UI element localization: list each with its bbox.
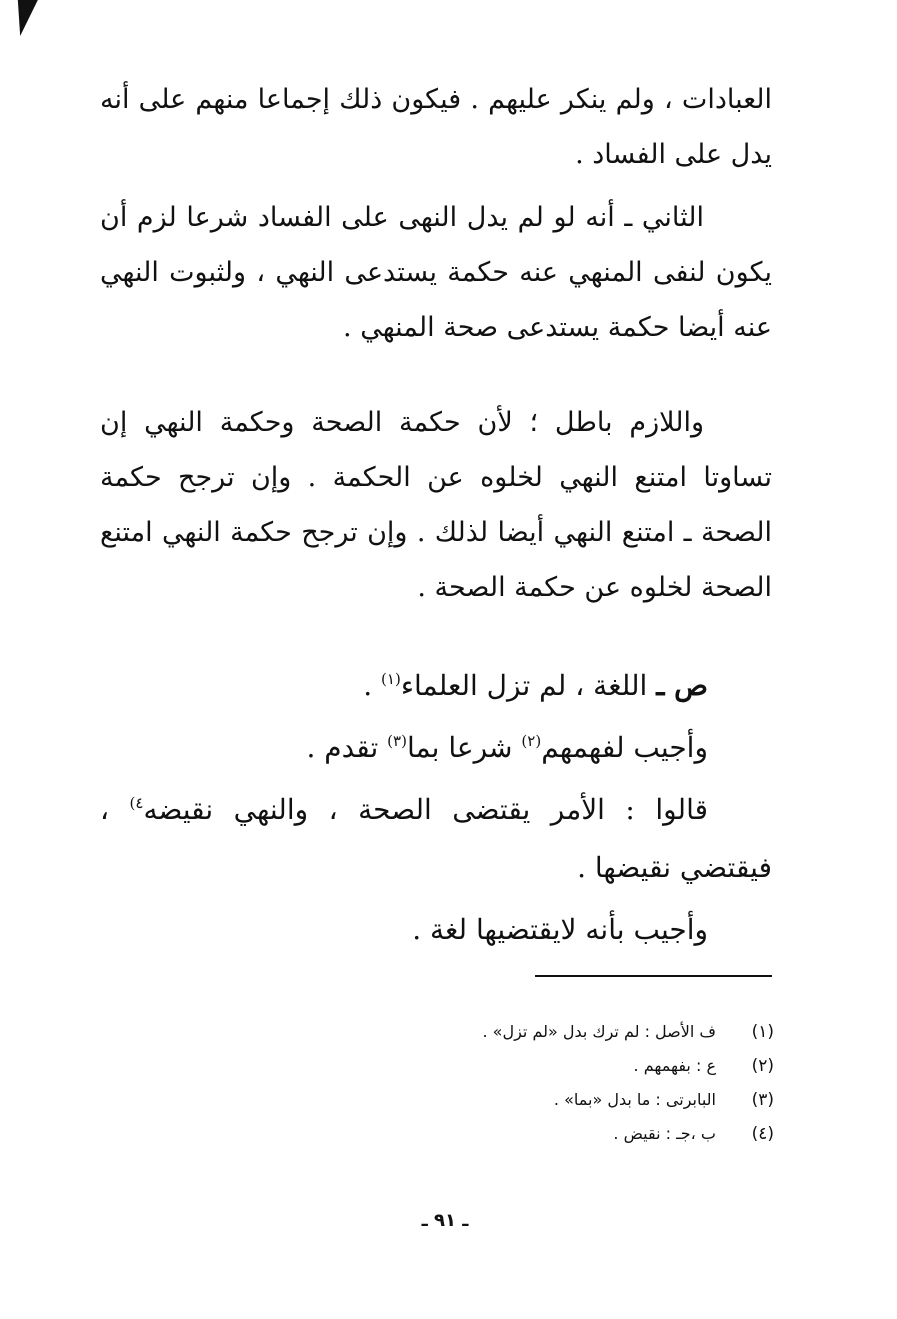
section-line-2-text-b: شرعا بما <box>406 731 522 764</box>
footnote-ref-2[interactable]: (٢) <box>521 732 542 750</box>
footnotes <box>350 1022 774 1158</box>
section-line-3-text-b: ، فيقتضي نقيضها . <box>100 793 772 884</box>
section-line-2-text-c: تقدم . <box>306 731 388 764</box>
footnote-text: ف الأصل : لم ترك بدل «لم تزل» . <box>482 1022 716 1041</box>
footnote-number: (١) <box>751 1022 774 1042</box>
footnote-text: ب ،جـ : نقيض . <box>613 1124 716 1143</box>
page-corner-mark <box>10 0 38 36</box>
footnote-number: (٢) <box>751 1056 774 1076</box>
section-line-3-text-a: قالوا : الأمر يقتضى الصحة ، والنهي نقيضه <box>143 793 709 826</box>
section-line-4: وأجيب بأنه لايقتضيها لغة . <box>412 913 708 946</box>
footnote-ref-3[interactable]: (٣) <box>387 732 407 750</box>
section-line-1 <box>100 657 772 715</box>
footnote-text: ع : بفهمهم . <box>633 1056 716 1075</box>
section-line-3 <box>100 781 772 897</box>
section-marker: ص ـ <box>656 669 708 702</box>
section-line-1-end: . <box>363 669 382 702</box>
page-number: ـ ٩١ ـ <box>421 1210 469 1231</box>
footnote-3 <box>350 1090 774 1124</box>
footnote-2 <box>350 1056 774 1090</box>
footnote-ref-1[interactable]: (١) <box>381 670 401 688</box>
footnote-1 <box>350 1022 774 1056</box>
section-line-1-text: اللغة ، لم تزل العلماء <box>400 669 648 702</box>
footnote-separator <box>535 975 772 977</box>
footnote-4 <box>350 1124 774 1158</box>
footnote-ref-4[interactable]: ٤) <box>129 794 144 812</box>
body-paragraph-3: واللازم باطل ؛ لأن حكمة الصحة وحكمة النهي إن تساوتا امتنع النهي لخلوه عن الحكمة . وإن ترجح حكمة الصحة ـ امتنع النهي أيضا لذلك . وإن ترجح حكمة النهي امتنع الصحة لخلوه عن حكمة الصحة . <box>100 407 772 603</box>
section-line-2 <box>100 719 772 777</box>
body-paragraph-2: الثاني ـ أنه لو لم يدل النهى على الفساد شرعا لزم أن يكون لنفى المنهي عنه حكمة يستدعى النهي ، ولثبوت النهي عنه أيضا حكمة يستدعى صحة المنهي . <box>100 202 772 343</box>
footnote-number: (٣) <box>751 1090 774 1110</box>
footnote-number: (٤) <box>751 1124 774 1144</box>
footnote-text: البابرتى : ما بدل «بما» . <box>553 1090 716 1109</box>
section-line-2-text-a: وأجيب لفهمهم <box>541 731 708 764</box>
body-paragraph-1: العبادات ، ولم ينكر عليهم . فيكون ذلك إجماعا منهم على أنه يدل على الفساد . <box>100 84 772 170</box>
page-body <box>100 72 772 959</box>
